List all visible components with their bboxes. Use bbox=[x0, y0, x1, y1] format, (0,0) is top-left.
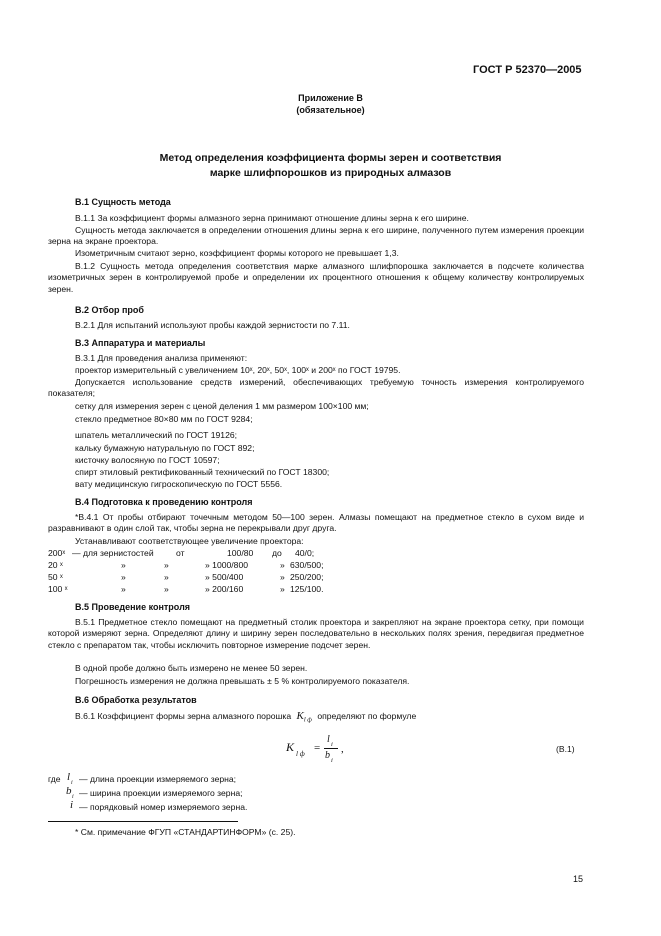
paragraph-b5-3: Погрешность измерения не должна превышать ± 5 % контролируемого показателя. bbox=[75, 676, 410, 686]
list-item: кальку бумажную натуральную по ГОСТ 892; bbox=[75, 443, 255, 453]
formula-numerator: l bbox=[327, 734, 330, 745]
def-text: — длина проекции измеряемого зерна; bbox=[79, 774, 237, 784]
formula-lhs-subscript: l ф bbox=[296, 750, 305, 758]
table-cell: » 200/160 bbox=[205, 584, 244, 594]
paragraph-b3-3: Допускается использование средств измерений, обеспечивающих требуемую точность измерения контролируемого показателя; bbox=[48, 377, 584, 399]
def-symbol: l bbox=[67, 771, 71, 783]
fraction-bar bbox=[324, 748, 338, 749]
method-title-line1: Метод определения коэффициента формы зерен и соответствия bbox=[159, 152, 502, 164]
table-cell: » bbox=[121, 572, 126, 582]
table-cell: 630/500; bbox=[290, 560, 324, 570]
table-cell: 125/100. bbox=[290, 584, 324, 594]
formula-denominator: b bbox=[325, 750, 330, 761]
list-item: сетку для измерения зерен с ценой деления 1 мм размером 100×100 мм; bbox=[75, 401, 369, 411]
section-heading-b6: В.6 Обработка результатов bbox=[75, 695, 197, 705]
list-item: спирт этиловый ректификованный технический по ГОСТ 18300; bbox=[75, 467, 330, 477]
section-heading-b3: В.3 Аппаратура и материалы bbox=[75, 338, 206, 348]
paragraph-b6-1-tail: определяют по формуле bbox=[317, 711, 417, 721]
coefficient-subscript: l ф bbox=[303, 716, 312, 724]
annex-title: Приложение В bbox=[298, 93, 363, 103]
table-cell: » bbox=[164, 584, 169, 594]
def-text: — ширина проекции измеряемого зерна; bbox=[79, 788, 243, 798]
table-cell: » bbox=[164, 572, 169, 582]
paragraph-b1-4: В.1.2 Сущность метода определения соответствия марке алмазного шлифпорошка заключается в подсчете количества изометричных зерен в контролируемой пробе и определении их процентного отношения к общему количеству контролируемых зерен. bbox=[48, 261, 584, 294]
paragraph-b1-1: В.1.1 За коэффициент формы алмазного зерна принимают отношение длины зерна к его ширине. bbox=[75, 213, 469, 223]
formula-equals: = bbox=[314, 742, 321, 754]
table-cell: 100 ˣ bbox=[48, 584, 68, 594]
def-subscript: i bbox=[71, 780, 73, 786]
section-heading-b1: В.1 Сущность метода bbox=[75, 197, 171, 207]
formula-denominator-subscript: i bbox=[331, 757, 333, 764]
table-cell: 40/0; bbox=[295, 548, 315, 558]
table-cell: до bbox=[272, 548, 282, 558]
paragraph-b1-2: Сущность метода заключается в определении отношения длины зерна к его ширине, полученного путем измерения проекции зерна на экране проектора. bbox=[48, 225, 584, 247]
formula-number: (В.1) bbox=[556, 744, 575, 754]
document-code: ГОСТ Р 52370—2005 bbox=[473, 64, 582, 76]
annex-subtitle: (обязательное) bbox=[296, 105, 365, 115]
table-cell: от bbox=[176, 548, 185, 558]
list-item: кисточку волосяную по ГОСТ 10597; bbox=[75, 455, 220, 465]
method-title-line2: марке шлифпорошков из природных алмазов bbox=[209, 167, 452, 179]
page-number: 15 bbox=[573, 874, 584, 884]
paragraph-b6-1-text: В.6.1 Коэффициент формы зерна алмазного порошка bbox=[75, 711, 292, 721]
formula-comma: , bbox=[341, 743, 344, 755]
table-cell: » bbox=[121, 560, 126, 570]
table-cell: » bbox=[280, 572, 285, 582]
table-cell: 200ˣ bbox=[48, 548, 66, 558]
section-heading-b4: В.4 Подготовка к проведению контроля bbox=[75, 497, 253, 507]
footnote: * См. примечание ФГУП «СТАНДАРТИНФОРМ» (с. 25). bbox=[75, 827, 296, 837]
paragraph-b1-3: Изометричным считают зерно, коэффициент формы которого не превышает 1,3. bbox=[75, 248, 399, 258]
where-label: где bbox=[48, 774, 61, 784]
formula-lhs: K bbox=[286, 740, 295, 754]
list-item: стекло предметное 80×80 мм по ГОСТ 9284; bbox=[75, 414, 253, 424]
footnote-divider bbox=[48, 821, 238, 822]
table-cell: 20 ˣ bbox=[48, 560, 63, 570]
table-cell: 100/80 bbox=[227, 548, 254, 558]
def-symbol: b bbox=[66, 785, 72, 797]
paragraph-b5-2: В одной пробе должно быть измерено не менее 50 зерен. bbox=[75, 663, 308, 673]
def-subscript: i bbox=[72, 794, 74, 800]
table-cell: » 1000/800 bbox=[205, 560, 249, 570]
list-item: шпатель металлический по ГОСТ 19126; bbox=[75, 430, 238, 440]
formula-numerator-subscript: i bbox=[331, 741, 333, 748]
table-cell: 250/200; bbox=[290, 572, 324, 582]
table-cell: » bbox=[164, 560, 169, 570]
paragraph-b2-1: В.2.1 Для испытаний используют пробы каждой зернистости по 7.11. bbox=[75, 320, 350, 330]
list-item: вату медицинскую гигроскопическую по ГОСТ 5556. bbox=[75, 479, 283, 489]
table-cell: — для зернистостей bbox=[72, 548, 154, 558]
paragraph-b3-1: В.3.1 Для проведения анализа применяют: bbox=[75, 353, 248, 363]
paragraph-b4-1: *В.4.1 От пробы отбирают точечным методом 50—100 зерен. Алмазы помещают на предметное стекло в сухом виде и разравнивают в один слой так, чтобы зерна не перекрывали друг друга. bbox=[48, 512, 584, 534]
table-cell: » bbox=[121, 584, 126, 594]
paragraph-b5-1: В.5.1 Предметное стекло помещают на предметный столик проектора и закрепляют на экране проектора сетку, при помощи которой измеряют зерна. Определяют длину и ширину зерен последовательно в нескольких полях зрения, передвигая предметное стекло с препаратом так, чтобы исключить повторное измерение подсчет зерен. bbox=[48, 617, 584, 650]
coefficient-symbol: K bbox=[296, 710, 304, 722]
table-cell: » bbox=[280, 584, 285, 594]
section-heading-b2: В.2 Отбор проб bbox=[75, 305, 144, 315]
table-cell: 50 ˣ bbox=[48, 572, 63, 582]
paragraph-b6-1 bbox=[75, 711, 416, 726]
paragraph-b4-2: Устанавливают соответствующее увеличение проектора: bbox=[75, 536, 304, 546]
def-symbol: i bbox=[70, 799, 74, 811]
def-text: — порядковый номер измеряемого зерна. bbox=[79, 802, 248, 812]
table-cell: » bbox=[280, 560, 285, 570]
paragraph-b3-2: проектор измерительный с увеличением 10ˣ, 20ˣ, 50ˣ, 100ˣ и 200ˣ по ГОСТ 19795. bbox=[75, 365, 401, 375]
section-heading-b5: В.5 Проведение контроля bbox=[75, 602, 191, 612]
table-cell: » 500/400 bbox=[205, 572, 244, 582]
